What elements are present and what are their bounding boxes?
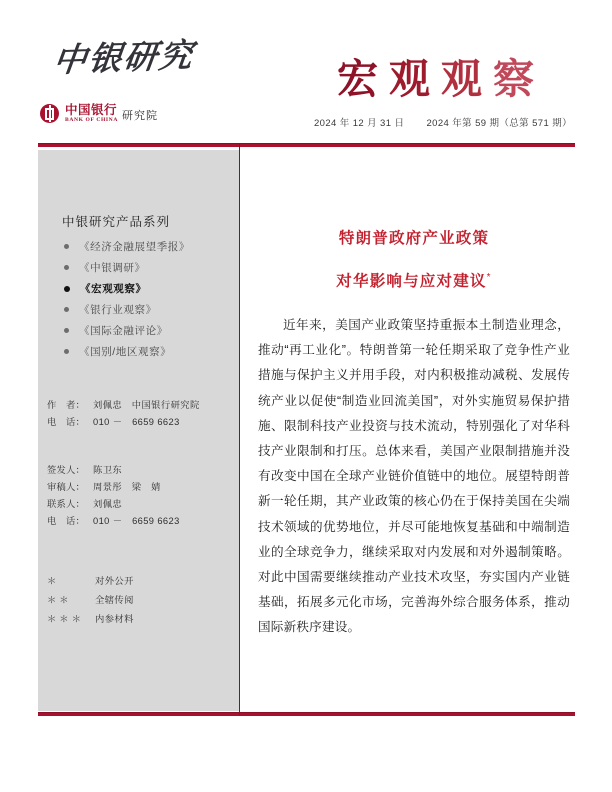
author-phone-value: 010 － 6659 6623	[93, 417, 180, 427]
journal-title-char-1: 宏	[337, 55, 389, 103]
author-phone-row	[47, 414, 237, 431]
journal-title-char-2: 观	[389, 55, 441, 103]
legend-text: 全辖传阅	[95, 595, 134, 605]
issuer-value: 陈卫东	[93, 465, 123, 475]
author-row	[47, 397, 237, 414]
legend-row-1	[47, 591, 237, 610]
series-item-label: 《国际金融评论》	[79, 325, 168, 337]
legend-stars: ＊＊	[47, 595, 72, 605]
legend-row-0	[47, 572, 237, 591]
legend-stars: ＊＊＊	[47, 614, 84, 624]
journal-title	[306, 46, 576, 105]
issue-number: 2024 年第 59 期（总第 571 期）	[426, 118, 573, 129]
article-column	[258, 150, 570, 711]
contact-phone-label: 电 话：	[47, 516, 85, 526]
contact-phone-row	[47, 513, 237, 530]
legend-row-2	[47, 610, 237, 629]
boc-emblem-icon	[40, 104, 59, 123]
bullet-icon	[64, 286, 70, 292]
journal-title-char-4: 察	[493, 55, 545, 103]
bullet-icon	[64, 265, 69, 270]
series-heading: 中银研究产品系列	[62, 215, 171, 229]
boc-wordmark	[65, 104, 118, 124]
article-title-footnote-marker: *	[486, 271, 492, 283]
signoff-block	[47, 462, 237, 530]
reviewer-row	[47, 479, 237, 496]
column-divider	[239, 143, 240, 715]
series-item-4[interactable]	[64, 320, 234, 341]
author-phone-label: 电 话：	[47, 417, 85, 427]
series-item-label: 《中银调研》	[79, 262, 146, 274]
bullet-icon	[64, 244, 69, 249]
contact-row	[47, 496, 237, 513]
header-rule	[38, 143, 575, 147]
article-abstract: 近年来，美国产业政策坚持重振本土制造业理念，推动“再工业化”。特朗普第一轮任期采取了竞争性产业措施与保护主义并用手段，对内积极推动减税、发展传统产业以促使“制造业回流美国”，对外实施贸易保护措施、限制科技产业投资与技术流动，特别强化了对华科技产业限制和打压。总体来看，美国产业限制措施并没有改变中国在全球产业链价值链中的地位。展望特朗普新一轮任期，其产业政策的核心仍在于保持美国在尖端技术领域的优势地位，并尽可能地恢复基础和中端制造业的全球竞争力，继续采取对内发展和对外遏制策略。对此中国需要继续推动产业技术攻坚，夯实国内产业链基础，拓展多元化市场，完善海外综合服务体系，推动国际新秩序建设。	[258, 318, 570, 635]
issue-line	[293, 115, 593, 129]
reviewer-value: 周景彤 梁 婧	[93, 482, 161, 492]
bullet-icon	[64, 349, 69, 354]
distribution-legend	[47, 572, 237, 629]
series-item-0[interactable]	[64, 236, 234, 257]
article-title-line-2	[258, 269, 570, 291]
contact-phone-value: 010 － 6659 6623	[93, 516, 180, 526]
series-item-label: 《经济金融展望季报》	[79, 241, 190, 253]
series-item-3[interactable]	[64, 299, 234, 320]
series-item-label: 《银行业观察》	[79, 304, 157, 316]
journal-title-char-3: 观	[441, 55, 493, 103]
contact-label: 联系人：	[47, 499, 85, 509]
series-list	[64, 236, 234, 362]
publication-date: 2024 年 12 月 31 日	[313, 118, 405, 129]
sidebar	[38, 150, 239, 711]
institute-label: 研究院	[122, 110, 158, 122]
masthead	[38, 26, 575, 138]
article-title-line-2-text: 对华影响与应对建议	[336, 273, 487, 290]
series-item-5[interactable]	[64, 341, 234, 362]
series-item-label: 《宏观观察》	[80, 283, 147, 295]
boc-name-en: BANK OF CHINA	[65, 117, 118, 123]
legend-text: 对外公开	[95, 576, 134, 586]
contact-value: 刘佩忠	[93, 499, 123, 509]
issuer-row	[47, 462, 237, 479]
bullet-icon	[64, 307, 69, 312]
bullet-icon	[64, 328, 69, 333]
bank-of-china-logo	[40, 104, 118, 124]
brand-calligraphy-logo: 中银研究	[51, 35, 197, 80]
author-value: 刘佩忠 中国银行研究院	[93, 400, 200, 410]
author-label: 作 者：	[47, 400, 85, 410]
footer-rule	[38, 712, 575, 716]
legend-text: 内参材料	[95, 614, 134, 624]
series-item-2-active[interactable]	[64, 278, 234, 299]
legend-stars: ＊	[47, 576, 60, 586]
author-block	[47, 397, 237, 431]
reviewer-label: 审稿人：	[47, 482, 85, 492]
boc-name-cn: 中国银行	[65, 102, 118, 117]
issuer-label: 签发人：	[47, 465, 85, 475]
article-title-line-1: 特朗普政府产业政策	[338, 230, 490, 247]
series-item-1[interactable]	[64, 257, 234, 278]
series-item-label: 《国别/地区观察》	[79, 346, 172, 358]
